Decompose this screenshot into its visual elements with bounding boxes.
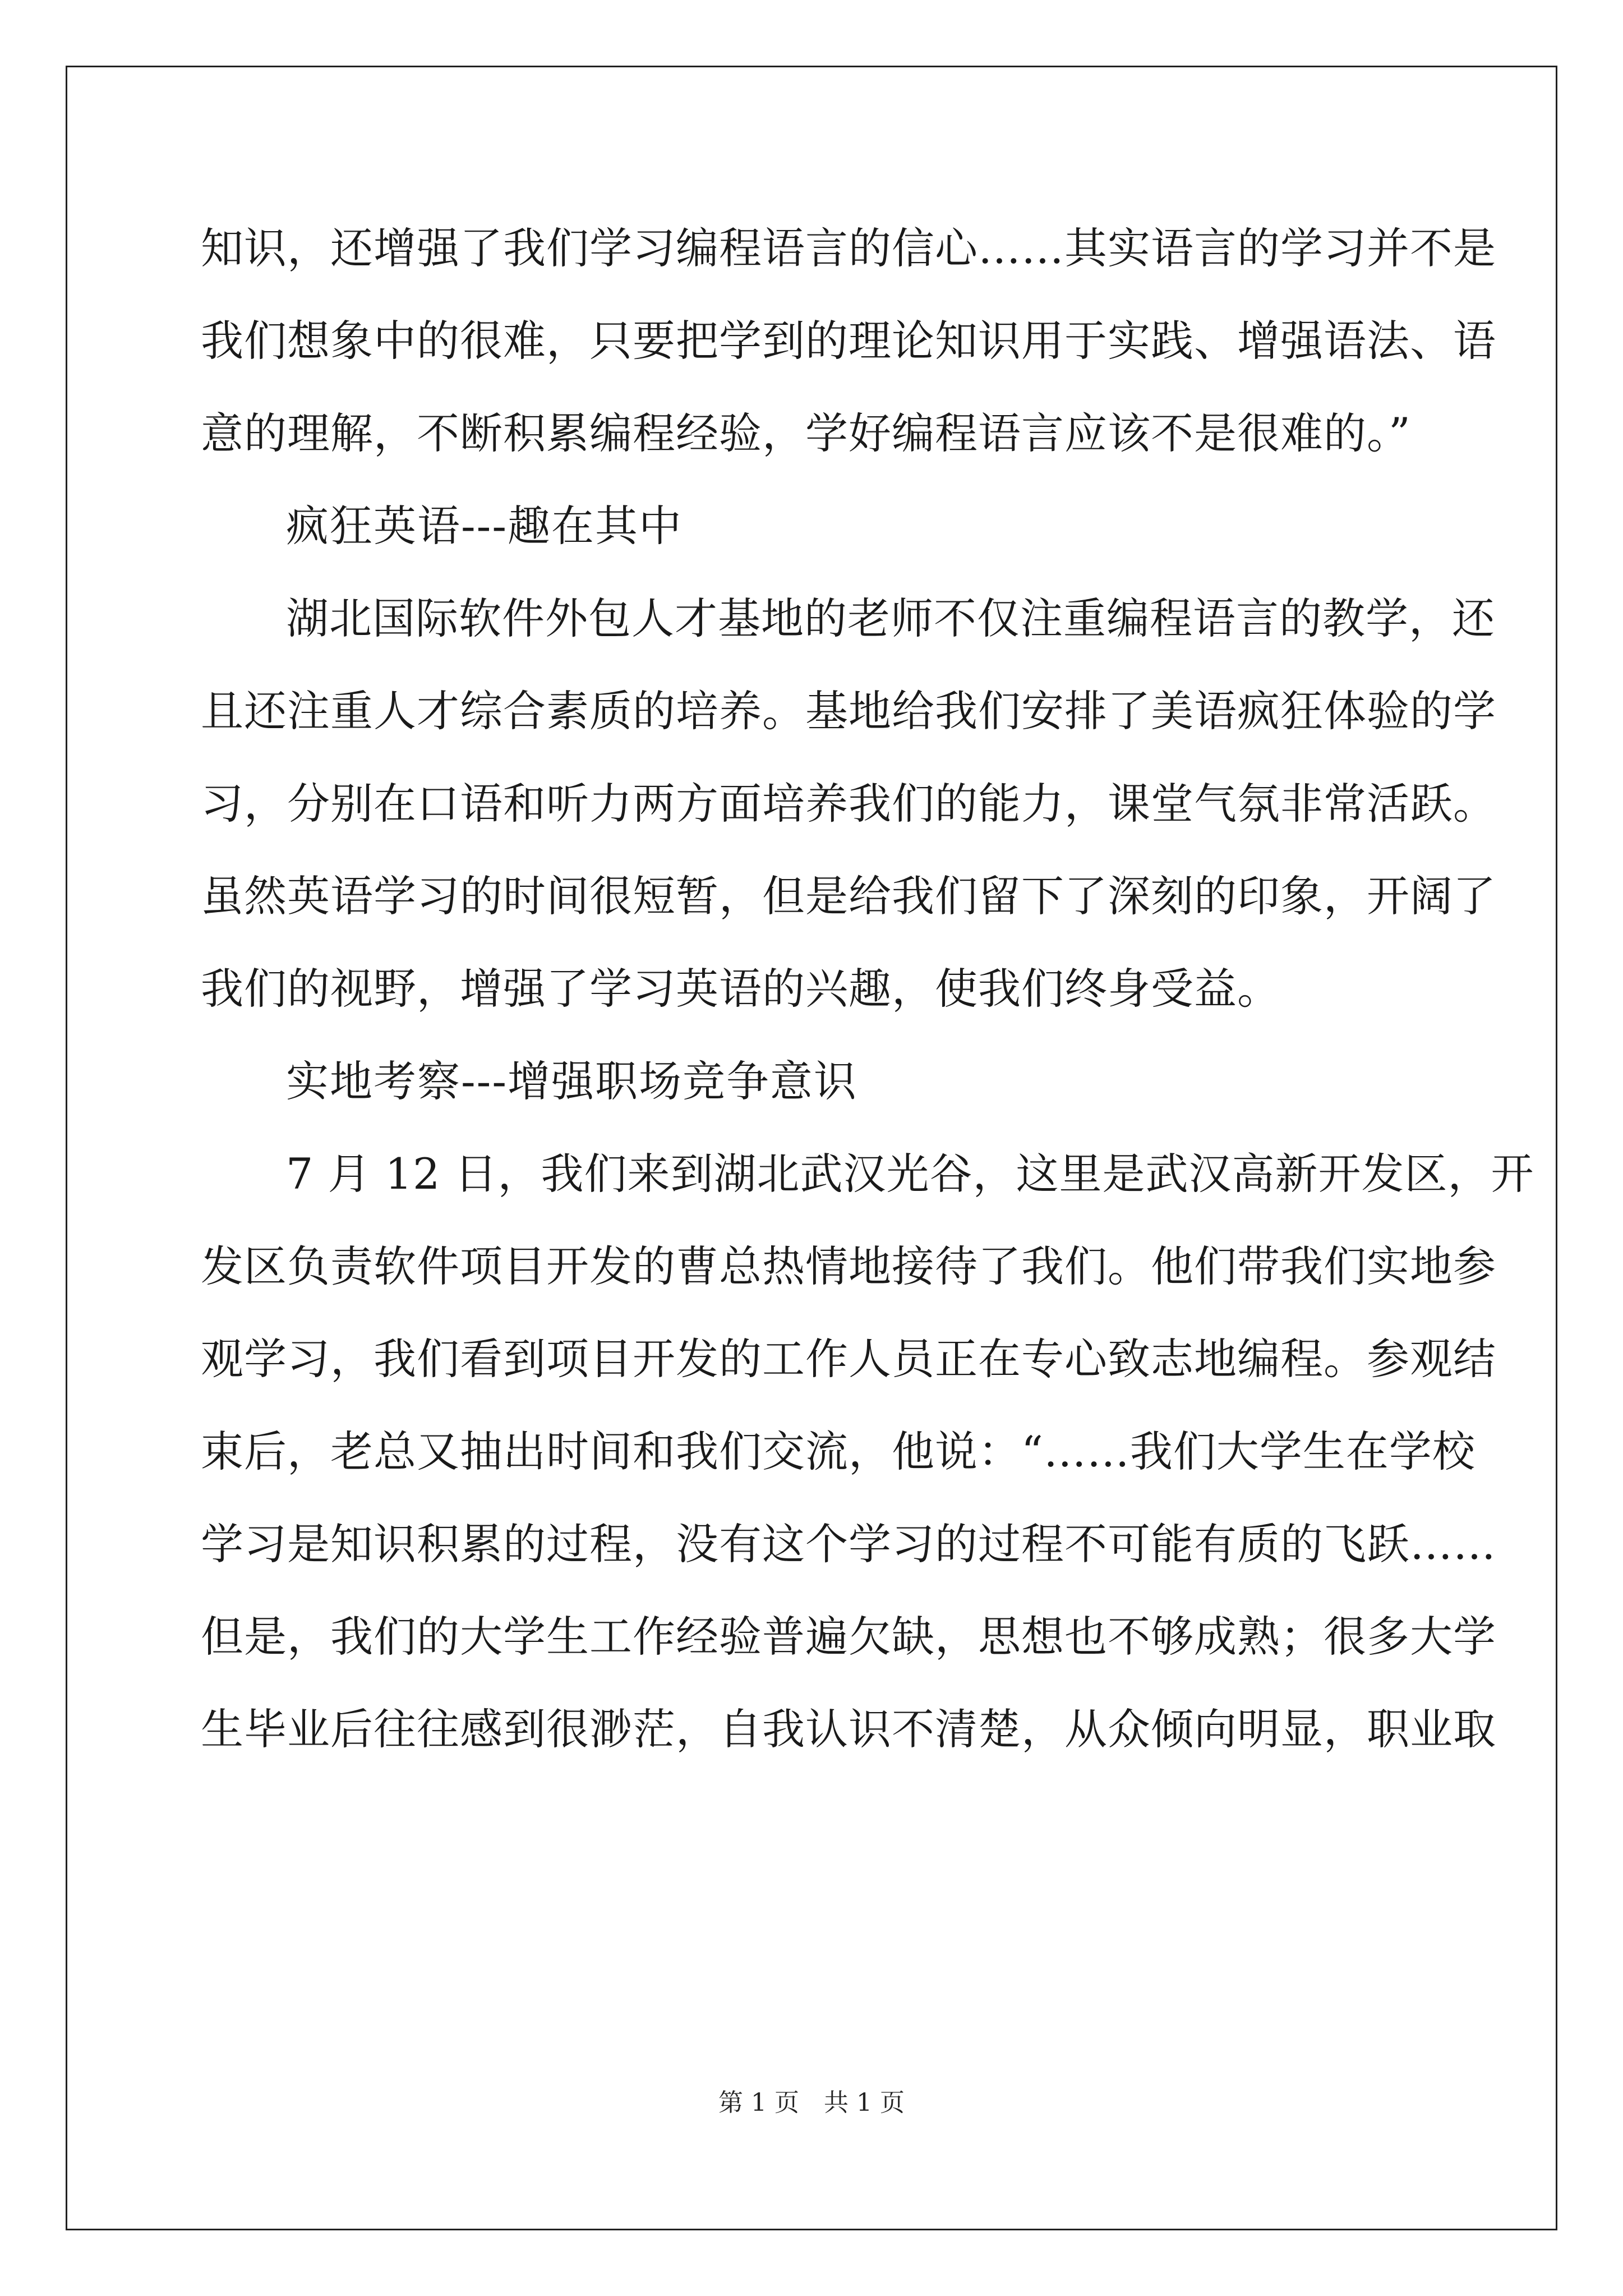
text-line: 意的理解，不断积累编程经验，学好编程语言应该不是很难的。” [201, 408, 1411, 458]
text-line: 观学习，我们看到项目开发的工作人员正在专心致志地编程。参观结 [201, 1334, 1496, 1384]
page-footer: 第 1 页 共 1 页 [718, 2088, 905, 2117]
text-line: 生毕业后往往感到很渺茫，自我认识不清楚，从众倾向明显，职业取 [201, 1704, 1496, 1754]
text-line: 我们想象中的很难，只要把学到的理论知识用于实践、增强语法、语 [201, 316, 1496, 366]
text-line: 束后，老总又抽出时间和我们交流，他说：“……我们大学生在学校 [201, 1427, 1476, 1476]
text-line: 湖北国际软件外包人才基地的老师不仅注重编程语言的教学，还 [286, 593, 1495, 643]
text-line: 7 月 12 日，我们来到湖北武汉光谷，这里是武汉高新开发区，开 [286, 1149, 1534, 1199]
text-line: 发区负责软件项目开发的曹总热情地接待了我们。他们带我们实地参 [201, 1241, 1496, 1291]
text-line: 学习是知识积累的过程，没有这个学习的过程不可能有质的飞跃…… [201, 1519, 1496, 1569]
text-line: 虽然英语学习的时间很短暂，但是给我们留下了深刻的印象，开阔了 [201, 871, 1496, 921]
text-line: 知识，还增强了我们学习编程语言的信心……其实语言的学习并不是 [201, 223, 1496, 273]
section-heading: 疯狂英语---趣在其中 [286, 501, 683, 551]
document-body [201, 202, 1534, 1775]
text-line: 但是，我们的大学生工作经验普遍欠缺，思想也不够成熟；很多大学 [201, 1612, 1496, 1662]
text-line: 习，分别在口语和听力两方面培养我们的能力，课堂气氛非常活跃。 [201, 779, 1496, 829]
text-line: 且还注重人才综合素质的培养。基地给我们安排了美语疯狂体验的学 [201, 686, 1496, 736]
text-line: 我们的视野，增强了学习英语的兴趣，使我们终身受益。 [201, 964, 1280, 1014]
section-heading: 实地考察---增强职场竞争意识 [286, 1056, 858, 1106]
